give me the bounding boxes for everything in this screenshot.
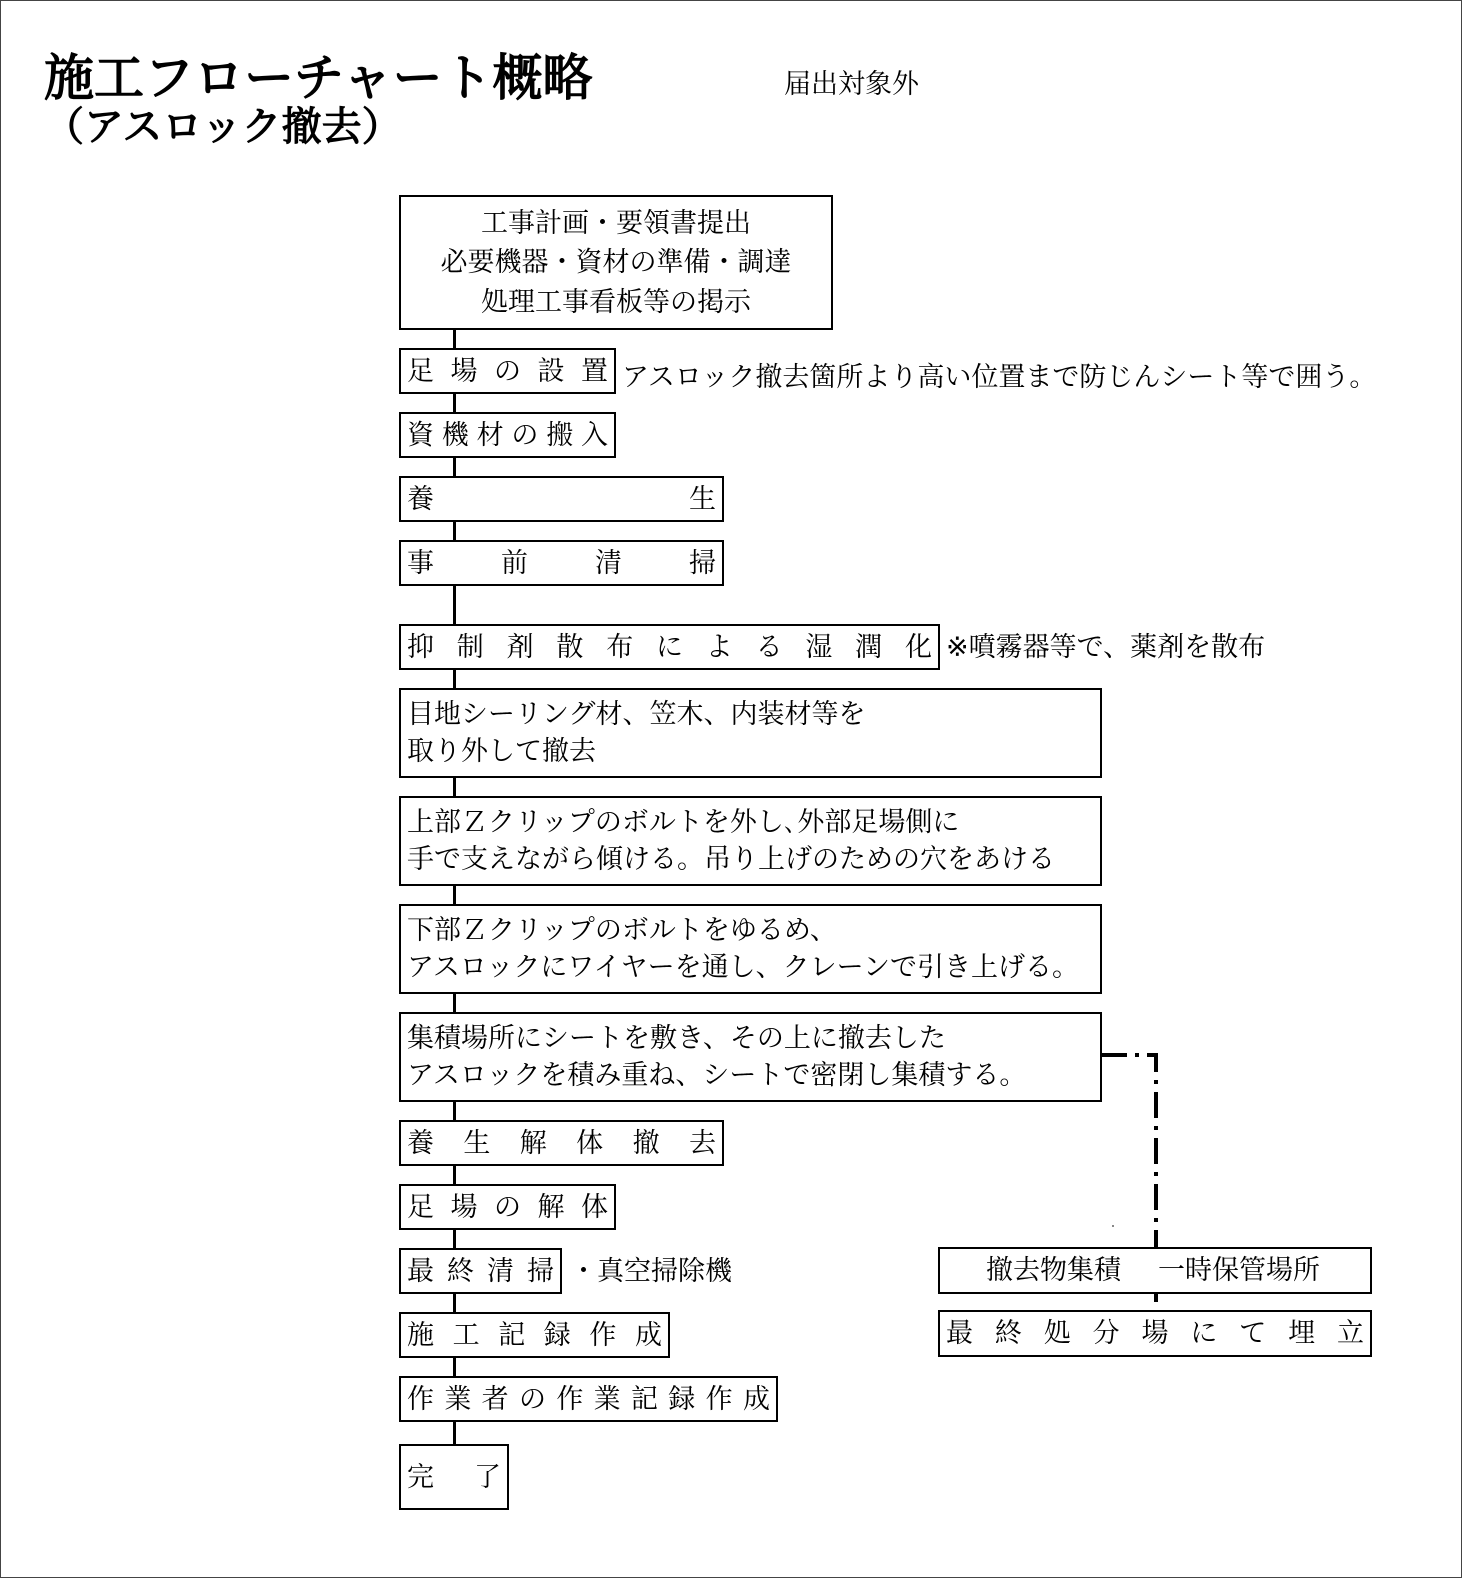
step-char: 清 bbox=[487, 1255, 514, 1287]
step-char: 前 bbox=[501, 547, 528, 579]
final-char: に bbox=[1190, 1318, 1218, 1349]
storage-label-right: 一時保管場所 bbox=[1158, 1255, 1320, 1286]
storage-box bbox=[938, 1247, 1372, 1294]
step-char: 置 bbox=[581, 355, 608, 387]
step-curing-removal bbox=[399, 1120, 724, 1166]
step-char: 体 bbox=[581, 1191, 608, 1223]
step-line: 処理工事看板等の掲示 bbox=[481, 286, 751, 318]
step-line: 工事計画・要領書提出 bbox=[481, 207, 751, 239]
step-line: 上部Ｚクリップのボルトを外し､外部足場側に bbox=[407, 806, 960, 838]
step-char: 了 bbox=[474, 1461, 501, 1493]
final-char: 処 bbox=[1043, 1318, 1071, 1349]
step-char: る bbox=[755, 631, 783, 663]
step-char: に bbox=[655, 631, 683, 663]
step-char: 搬 bbox=[546, 419, 574, 451]
step-char: 業 bbox=[593, 1383, 621, 1415]
step-char: 養 bbox=[407, 1127, 434, 1159]
page-subtitle: （アスロック撤去） bbox=[44, 104, 402, 150]
step-char: の bbox=[494, 355, 521, 387]
step-char: 記 bbox=[498, 1319, 526, 1351]
step-char: 剤 bbox=[506, 631, 534, 663]
step-char: 生 bbox=[463, 1127, 491, 1159]
step-char: 解 bbox=[537, 1191, 565, 1223]
step-wetting bbox=[399, 624, 940, 670]
step-char: 入 bbox=[580, 419, 608, 451]
step-sealant-removal bbox=[399, 688, 1102, 778]
step-planning bbox=[399, 195, 833, 330]
step-char: 材 bbox=[476, 419, 504, 451]
step-char: 完 bbox=[407, 1461, 434, 1493]
step-char: 養 bbox=[407, 483, 434, 515]
step-upper-clip bbox=[399, 796, 1102, 886]
step-char: 作 bbox=[705, 1383, 733, 1415]
step-char: の bbox=[518, 1383, 546, 1415]
step-char: 掃 bbox=[689, 547, 716, 579]
step-char: 事 bbox=[407, 547, 434, 579]
step-char: 作 bbox=[589, 1319, 617, 1351]
step-char: 湿 bbox=[805, 631, 833, 663]
step-char: 録 bbox=[543, 1319, 571, 1351]
step-line: 取り外して撤去 bbox=[407, 736, 596, 768]
final-char: 最 bbox=[946, 1318, 973, 1349]
note-spray: ※噴霧器等で、薬剤を散布 bbox=[946, 632, 1266, 663]
step-char: 業 bbox=[444, 1383, 472, 1415]
notification-tag: 届出対象外 bbox=[784, 69, 919, 100]
step-char: 清 bbox=[595, 547, 622, 579]
step-construction-record bbox=[399, 1312, 670, 1358]
speck bbox=[1112, 1225, 1114, 1227]
step-char: 散 bbox=[556, 631, 584, 663]
step-char: 足 bbox=[407, 355, 434, 387]
step-char: 録 bbox=[668, 1383, 696, 1415]
step-line: 集積場所にシートを敷き、その上に撤去した bbox=[407, 1022, 946, 1054]
step-char: よ bbox=[705, 631, 733, 663]
step-line: 目地シーリング材、笠木、内装材等を bbox=[407, 698, 866, 730]
step-char: 解 bbox=[519, 1127, 547, 1159]
step-scaffold-setup bbox=[399, 348, 616, 394]
step-materials-in bbox=[399, 412, 616, 458]
step-char: 資 bbox=[407, 419, 434, 451]
final-char: 場 bbox=[1141, 1318, 1169, 1349]
final-char: 立 bbox=[1337, 1318, 1364, 1349]
step-worker-record bbox=[399, 1376, 778, 1422]
note-dust-sheet: アスロック撤去箇所より高い位置まで防じんシート等で囲う。 bbox=[622, 362, 1377, 393]
step-char: 体 bbox=[576, 1127, 604, 1159]
step-char: 設 bbox=[537, 355, 565, 387]
step-char: 工 bbox=[452, 1319, 480, 1351]
final-char: 埋 bbox=[1288, 1318, 1316, 1349]
step-char: 撤 bbox=[632, 1127, 660, 1159]
step-char: 作 bbox=[556, 1383, 584, 1415]
step-complete bbox=[399, 1444, 509, 1510]
step-char: 去 bbox=[688, 1127, 716, 1159]
step-char: 機 bbox=[441, 419, 469, 451]
final-disposal-box bbox=[938, 1310, 1372, 1357]
step-line: 必要機器・資材の準備・調達 bbox=[440, 247, 792, 278]
final-char: 分 bbox=[1092, 1318, 1120, 1349]
step-char: 制 bbox=[456, 631, 484, 663]
step-char: 潤 bbox=[855, 631, 883, 663]
step-char: 足 bbox=[407, 1191, 434, 1223]
step-char: 成 bbox=[742, 1383, 770, 1415]
step-line: 手で支えながら傾ける。吊り上げのための穴をあける bbox=[407, 844, 1055, 876]
storage-label-left: 撤去物集積 bbox=[986, 1255, 1121, 1286]
step-curing bbox=[399, 476, 724, 522]
step-stacking bbox=[399, 1012, 1102, 1102]
step-char: 終 bbox=[447, 1255, 474, 1287]
step-scaffold-removal bbox=[399, 1184, 616, 1230]
step-char: 化 bbox=[904, 631, 932, 663]
step-char: 布 bbox=[606, 631, 634, 663]
step-char: 場 bbox=[450, 1191, 478, 1223]
final-char: て bbox=[1239, 1318, 1267, 1349]
step-line: アスロックを積み重ね、シートで密閉し集積する。 bbox=[407, 1060, 1027, 1092]
step-char: 者 bbox=[481, 1383, 509, 1415]
step-char: 場 bbox=[450, 355, 478, 387]
step-line: 下部Ｚクリップのボルトをゆるめ、 bbox=[407, 914, 837, 946]
step-char: 記 bbox=[630, 1383, 658, 1415]
step-final-cleaning bbox=[399, 1248, 562, 1294]
step-line: アスロックにワイヤーを通し、クレーンで引き上げる。 bbox=[407, 952, 1080, 984]
step-char: 最 bbox=[407, 1255, 434, 1287]
step-char: 作 bbox=[407, 1383, 434, 1415]
step-char: 掃 bbox=[527, 1255, 554, 1287]
step-char: の bbox=[511, 419, 539, 451]
step-pre-cleaning bbox=[399, 540, 724, 586]
step-char: 成 bbox=[634, 1319, 662, 1351]
step-char: 施 bbox=[407, 1319, 434, 1351]
step-char: 抑 bbox=[407, 631, 434, 663]
step-char: の bbox=[494, 1191, 521, 1223]
note-vacuum: ・真空掃除機 bbox=[570, 1256, 732, 1287]
step-char: 生 bbox=[689, 483, 716, 515]
step-lower-clip bbox=[399, 904, 1102, 994]
page-title: 施工フローチャート概略 bbox=[44, 49, 593, 107]
final-char: 終 bbox=[994, 1318, 1022, 1349]
